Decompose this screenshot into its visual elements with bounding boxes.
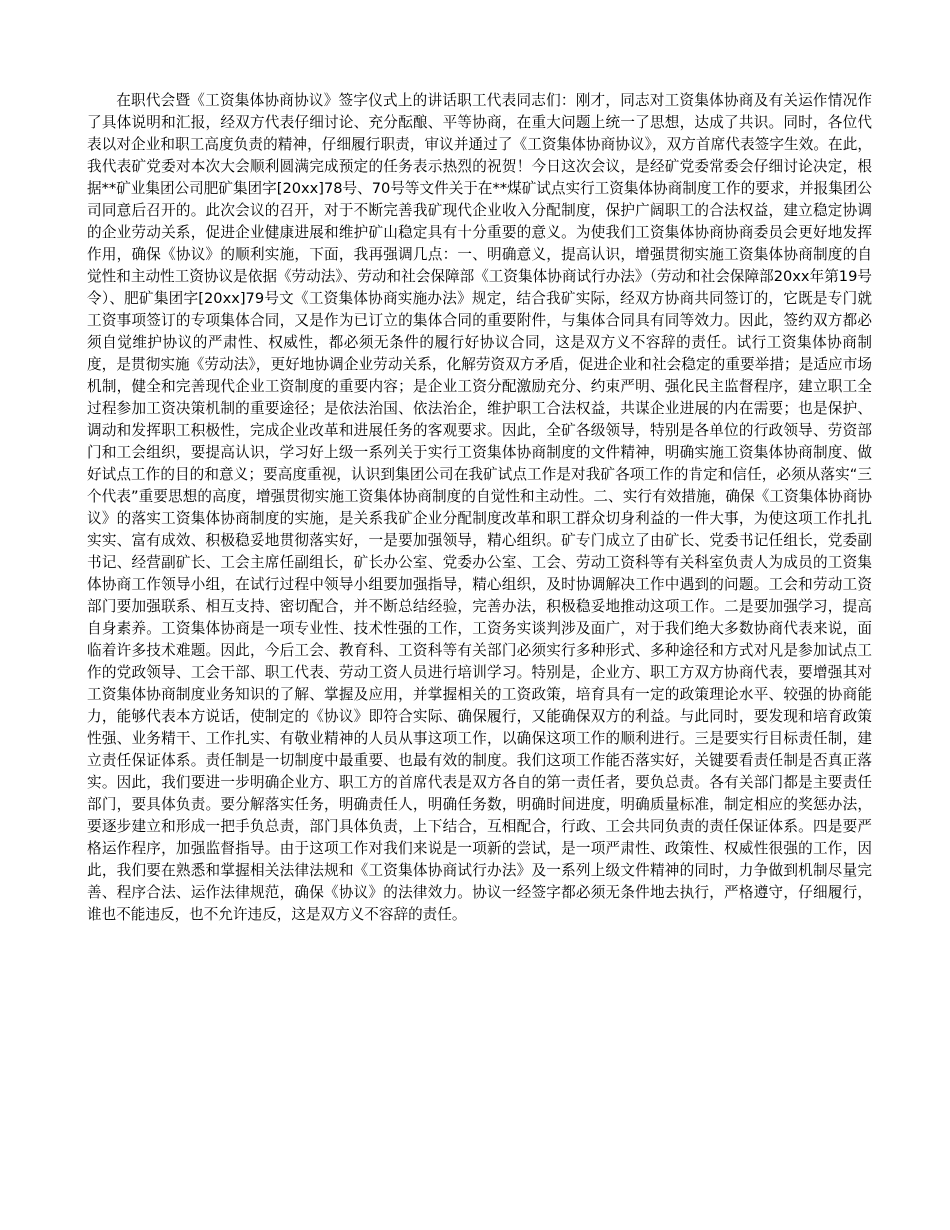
speech-body-paragraph: 在职代会暨《工资集体协商协议》签字仪式上的讲话职工代表同志们：刚才，同志对工资集体协商及有关运作情况作了具体说明和汇报，经双方代表仔细讨论、充分酝酿、平等协商，在重大问题上统一了思想，达成了共识。同时，各位代表以对企业和职工高度负责的精神，仔细履行职责，审议并通过了《工资集体协商协议》，双方首席代表签字生效。在此，我代表矿党委对本次大会顺利圆满完成预定的任务表示热烈的祝贺！今日这次会议，是经矿党委常委会仔细讨论决定，根据**矿业集团公司肥矿集团字[20xx]78号、70号等文件关于在**煤矿试点实行工资集体协商制度工作的要求，并报集团公司同意后召开的。此次会议的召开，对于不断完善我矿现代企业收入分配制度，保护广阔职工的合法权益，建立稳定协调的企业劳动关系，促进企业健康进展和维护矿山稳定具有十分重要的意义。为使我们工资集体协商协商委员会更好地发挥作用，确保《协议》的顺利实施，下面，我再强调几点：一、明确意义，提高认识，增强贯彻实施工资集体协商制度的自觉性和主动性工资协议是依据《劳动法》、劳动和社会保障部《工资集体协商试行办法》（劳动和社会保障部20xx年第19号令）、肥矿集团字[20xx]79号文《工资集体协商实施办法》规定，结合我矿实际，经双方协商共同签订的，它既是专门就工资事项签订的专项集体合同，又是作为已订立的集体合同的重要附件，与集体合同具有同等效力。因此，签约双方都必须自觉维护协议的严肃性、权威性，都必须无条件的履行好协议合同，这是双方义不容辞的责任。试行工资集体协商制度，是贯彻实施《劳动法》，更好地协调企业劳动关系，化解劳资双方矛盾，促进企业和社会稳定的重要举措；是适应市场机制，健全和完善现代企业工资制度的重要内容；是企业工资分配激励充分、约束严明、强化民主监督程序，建立职工全过程参加工资决策机制的重要途径；是依法治国、依法治企，维护职工合法权益，共谋企业进展的内在需要；也是保护、调动和发挥职工积极性，完成企业改革和进展任务的客观要求。因此，全矿各级领导，特别是各单位的行政领导、劳资部门和工会组织，要提高认识，学习好上级一系列关于实行工资集体协商制度的文件精神，明确实施工资集体协商制度、做好试点工作的目的和意义；要高度重视，认识到集团公司在我矿试点工作是对我矿各项工作的肯定和信任，必须从落实“三个代表”重要思想的高度，增强贯彻实施工资集体协商制度的自觉性和主动性。二、实行有效措施，确保《工资集体协商协议》的落实工资集体协商制度的实施，是关系我矿企业分配制度改革和职工群众切身利益的一件大事，为使这项工作扎扎实实、富有成效、积极稳妥地贯彻落实好，一是要加强领导，精心组织。矿专门成立了由矿长、党委书记任组长，党委副书记、经营副矿长、工会主席任副组长，矿长办公室、党委办公室、工会、劳动工资科等有关科室负责人为成员的工资集体协商工作领导小组，在试行过程中领导小组要加强指导，精心组织，及时协调解决工作中遇到的问题。工会和劳动工资部门要加强联系、相互支持、密切配合，并不断总结经验，完善办法，积极稳妥地推动这项工作。二是要加强学习，提高自身素养。工资集体协商是一项专业性、技术性强的工作，工资务实谈判涉及面广，对于我们绝大多数协商代表来说，面临着许多技术难题。因此，今后工会、教育科、工资科等有关部门必须实行多种形式、多种途径和方式对凡是参加试点工作的党政领导、工会干部、职工代表、劳动工资人员进行培训学习。特别是，企业方、职工方双方协商代表，要增强其对工资集体协商制度业务知识的了解、掌握及应用，并掌握相关的工资政策，培育具有一定的政策理论水平、较强的协商能力，能够代表本方说话，使制定的《协议》即符合实际、确保履行，又能确保双方的利益。与此同时，要发现和培育政策性强、业务精干、工作扎实、有敬业精神的人员从事这项工作，以确保这项工作的顺利进行。三是要实行目标责任制，建立责任保证体系。责任制是一切制度中最重要、也最有效的制度。我们这项工作能否落实好，关键要看责任制是否真正落实。因此，我们要进一步明确企业方、职工方的首席代表是双方各自的第一责任者，要负总责。各有关部门都是主要责任部门，要具体负责。要分解落实任务，明确责任人，明确任务数，明确时间进度，明确质量标准，制定相应的奖惩办法，要逐步建立和形成一把手负总责，部门具体负责，上下结合，互相配合，行政、工会共同负责的责任保证体系。四是要严格运作程序，加强监督指导。由于这项工作对我们来说是一项新的尝试，是一项严肃性、政策性、权威性很强的工作，因此，我们要在熟悉和掌握相关法律法规和《工资集体协商试行办法》及一系列上级文件精神的同时，力争做到机制尽量完善、程序合法、运作法律规范，确保《协议》的法律效力。协议一经签字都必须无条件地去执行，严格遵守，仔细履行，谁也不能违反，也不允许违反，这是双方义不容辞的责任。 bbox=[87, 92, 872, 923]
document-page bbox=[87, 90, 872, 926]
